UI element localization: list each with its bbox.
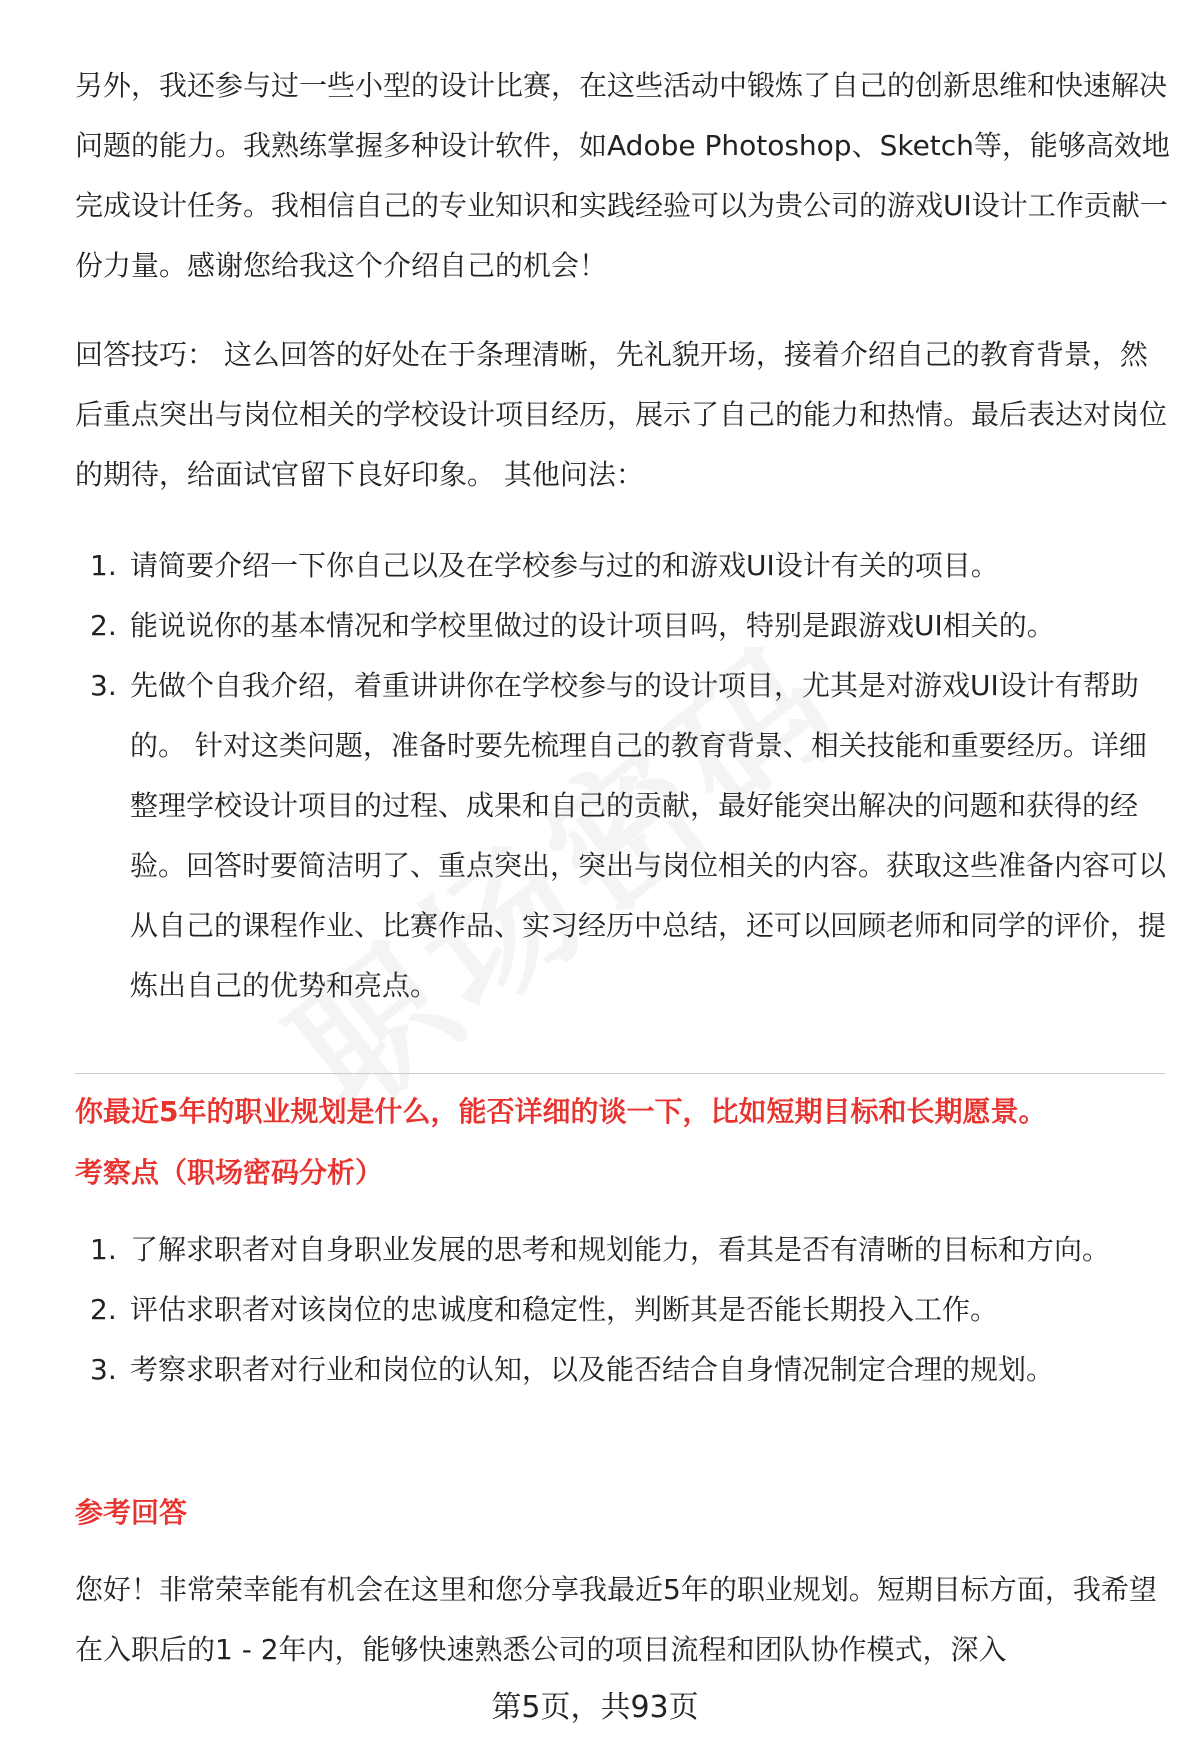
question-title: 你最近5年的职业规划是什么，能否详细的谈一下，比如短期目标和长期愿景。 xyxy=(75,1095,1047,1128)
list-item: 1. 请简要介绍一下你自己以及在学校参与过的和游戏UI设计有关的项目。 xyxy=(90,549,999,582)
list-item: 2. 能说说你的基本情况和学校里做过的设计项目吗，特别是跟游戏UI相关的。 xyxy=(90,609,1055,642)
list-item: 1. 了解求职者对自身职业发展的思考和规划能力，看其是否有清晰的目标和方向。 xyxy=(90,1233,1111,1266)
list-item: 3. 考察求职者对行业和岗位的认知，以及能否结合自身情况制定合理的规划。 xyxy=(90,1353,1055,1386)
reference-paragraph: 您好！非常荣幸能有机会在这里和您分享我最近5年的职业规划。短期目标方面，我希望在入职后的1 - 2年内，能够快速熟悉公司的项目流程和团队协作模式，深入 xyxy=(75,1573,1157,1666)
page-footer: 第5页，共93页 xyxy=(491,1690,699,1725)
reference-heading: 参考回答 xyxy=(75,1496,188,1529)
tips-paragraph: 回答技巧： 这么回答的好处在于条理清晰，先礼貌开场，接着介绍自己的教育背景，然后重点突出与岗位相关的学校设计项目经历，展示了自己的能力和热情。最后表达对岗位的期待，给面试官留下良好印象。 其他问法： xyxy=(75,338,1168,491)
other-questions-list xyxy=(75,536,1170,1016)
section-divider xyxy=(75,1073,1165,1074)
intro-paragraph: 另外，我还参与过一些小型的设计比赛，在这些活动中锻炼了自己的创新思维和快速解决问题的能力。我熟练掌握多种设计软件，如Adobe Photoshop、Sketch等，能够高效地完成设计任务。我相信自己的专业知识和实践经验可以为贵公司的游戏UI设计工作贡献一份力量。感谢您给我这个介绍自己的机会！ xyxy=(75,69,1170,282)
list-item: 3. 先做个自我介绍，着重讲讲你在学校参与的设计项目，尤其是对游戏UI设计有帮助的。 针对这类问题，准备时要先梳理自己的教育背景、相关技能和重要经历。详细整理学校设计项目的过程、成果和自己的贡献，最好能突出解决的问题和获得的经验。回答时要简洁明了、重点突出，突出与岗位相关的内容。获取这些准备内容可以从自己的课程作业、比赛作品、实习经历中总结，还可以回顾老师和同学的评价，提炼出自己的优势和亮点。 xyxy=(90,669,1167,1002)
focus-points-list xyxy=(75,1220,1170,1400)
list-item: 2. 评估求职者对该岗位的忠诚度和稳定性，判断其是否能长期投入工作。 xyxy=(90,1293,999,1326)
focus-heading: 考察点（职场密码分析） xyxy=(75,1156,384,1189)
